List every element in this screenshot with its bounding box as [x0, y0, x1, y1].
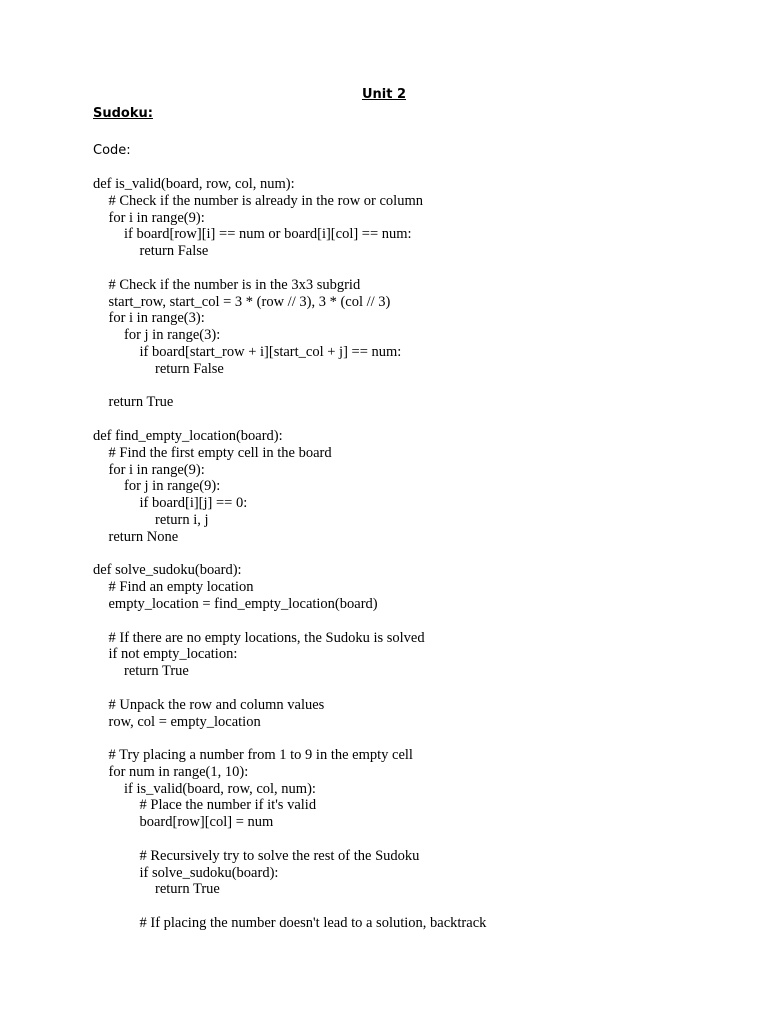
code-line: return True [155, 881, 220, 898]
code-line: row, col = empty_location [108, 713, 261, 730]
code-line: if board[start_row + i][start_col + j] == num: [139, 343, 402, 360]
code-line: board[row][col] = num [139, 814, 274, 831]
code-line: if board[row][i] == num or board[i][col] == num: [124, 226, 412, 243]
code-line: start_row, start_col = 3 * (row // 3), 3 * (col // 3) [108, 293, 391, 310]
code-line: return False [155, 360, 224, 377]
code-line: for num in range(1, 10): [108, 763, 249, 780]
code-line: if not empty_location: [108, 646, 238, 663]
code-line: return True [124, 663, 189, 680]
code-block [93, 176, 733, 932]
code-line: # Unpack the row and column values [108, 696, 325, 713]
code-line: for i in range(9): [108, 461, 205, 478]
code-line: for j in range(3): [124, 327, 221, 344]
blank-line [93, 613, 733, 630]
code-line: # Check if the number is already in the row or column [108, 192, 423, 209]
code-line: for i in range(9): [108, 209, 205, 226]
code-line: # Find an empty location [108, 579, 254, 596]
code-line: if solve_sudoku(board): [139, 864, 279, 881]
blank-line [93, 898, 733, 915]
code-line: # Place the number if it's valid [139, 797, 317, 814]
blank-line [93, 378, 733, 395]
unit-title-text: Unit 2 [361, 87, 407, 102]
code-line: if board[i][j] == 0: [139, 495, 248, 512]
code-line: return None [108, 528, 179, 545]
blank-line [93, 680, 733, 697]
code-line: return True [108, 394, 174, 411]
blank-line [93, 260, 733, 277]
code-line: return i, j [155, 511, 209, 528]
blank-line [93, 411, 733, 428]
code-line: def find_empty_location(board): [93, 427, 283, 444]
code-line: # Check if the number is in the 3x3 subgrid [108, 276, 361, 293]
code-line: # Find the first empty cell in the board [108, 444, 332, 461]
code-line: def solve_sudoku(board): [93, 562, 242, 579]
code-line: # Recursively try to solve the rest of the Sudoku [139, 847, 420, 864]
blank-line [93, 546, 733, 563]
code-line: empty_location = find_empty_location(board) [108, 595, 378, 612]
code-line: return False [139, 243, 209, 260]
unit-title [0, 87, 768, 102]
blank-line [93, 730, 733, 747]
code-line: def is_valid(board, row, col, num): [93, 176, 295, 192]
code-line: for i in range(3): [108, 310, 205, 327]
code-label: Code: [93, 143, 131, 158]
code-line: # If there are no empty locations, the Sudoku is solved [108, 629, 425, 646]
code-line: # If placing the number doesn't lead to a solution, backtrack [139, 915, 487, 932]
section-title: Sudoku: [93, 106, 153, 121]
code-line: if is_valid(board, row, col, num): [124, 780, 316, 797]
code-line: # Try placing a number from 1 to 9 in the empty cell [108, 747, 413, 764]
blank-line [93, 831, 733, 848]
code-line: for j in range(9): [124, 478, 221, 495]
